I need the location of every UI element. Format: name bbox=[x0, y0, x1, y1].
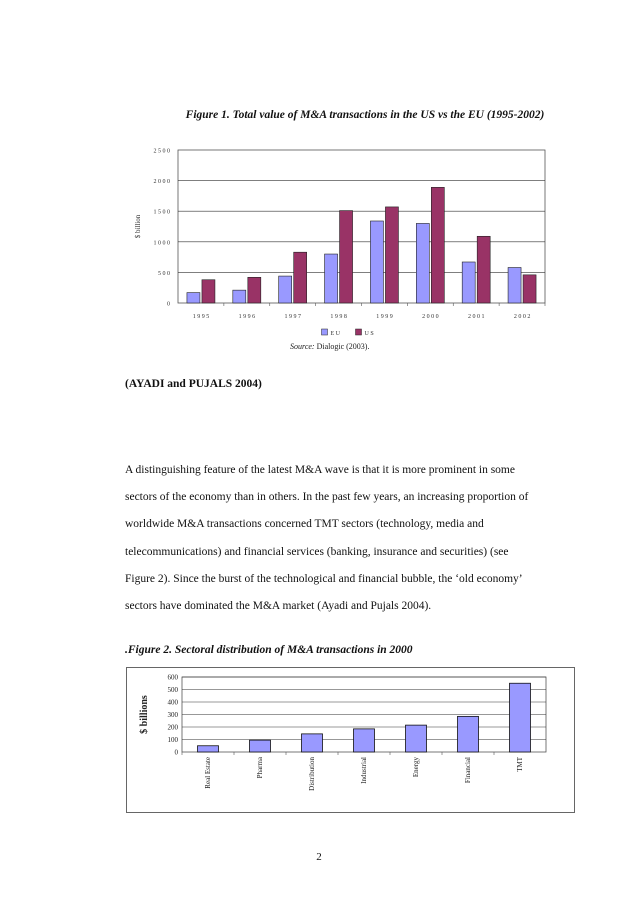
figure1-legend-label: U S bbox=[364, 331, 374, 337]
body-paragraph bbox=[125, 457, 575, 620]
figure2-ytick-label: 300 bbox=[167, 711, 178, 719]
figure1-ytick-label: 0 bbox=[167, 301, 170, 308]
figure2-bar bbox=[510, 683, 531, 752]
figure2-ytick-label: 0 bbox=[174, 748, 178, 757]
figure1-legend-swatch bbox=[356, 329, 362, 335]
figure2-xtick-label: Pharma bbox=[256, 757, 264, 779]
figure1-source bbox=[290, 342, 369, 351]
figure1-bar-us bbox=[431, 187, 444, 303]
citation: (AYADI and PUJALS 2004) bbox=[125, 378, 262, 390]
paragraph-line: A distinguishing feature of the latest M&A wave is that it is more prominent in some bbox=[125, 464, 515, 476]
figure1-bar-us bbox=[248, 277, 261, 303]
figure2-xtick-label: Distribution bbox=[308, 757, 316, 791]
figure1-bar-eu bbox=[279, 276, 292, 303]
figure1-source-text: Dialogic (2003). bbox=[314, 342, 370, 351]
figure2-ytick-label: 200 bbox=[167, 723, 178, 732]
figure2-xtick-label: Financial bbox=[464, 757, 472, 784]
figure1-ytick-label: 1 5 0 0 bbox=[153, 209, 170, 216]
figure1-bar-eu bbox=[187, 293, 200, 303]
figure1-legend-swatch bbox=[322, 329, 328, 335]
paragraph-line: sectors have dominated the M&A market (Ayadi and Pujals 2004). bbox=[125, 600, 432, 613]
figure1-ytick-label: 2 5 0 0 bbox=[153, 148, 170, 155]
figure2-bar bbox=[302, 734, 323, 752]
figure1-bar-eu bbox=[462, 262, 475, 303]
figure1-legend-label: E U bbox=[330, 331, 340, 337]
figure2-caption: .Figure 2. Sectoral distribution of M&A transactions in 2000 bbox=[125, 644, 413, 656]
figure1-bar-eu bbox=[233, 290, 246, 303]
figure2-ylabel: $ billions bbox=[139, 695, 150, 734]
paragraph-line: telecommunications) and financial services (banking, insurance and securities) (see bbox=[125, 545, 509, 558]
figure2-bar bbox=[354, 729, 375, 752]
paragraph-line: sectors of the economy than in others. In the past few years, an increasing proportion of bbox=[125, 491, 529, 504]
figure1-xtick-label: 1 9 9 9 bbox=[376, 314, 393, 320]
figure1-xtick-label: 1 9 9 7 bbox=[284, 314, 301, 320]
figure1-bar-us bbox=[385, 207, 398, 303]
figure1-bar-us bbox=[294, 252, 307, 303]
figure2-xtick-label: TMT bbox=[516, 757, 524, 772]
figure2-xtick-label: Real Estate bbox=[204, 757, 212, 789]
figure1-xtick-label: 2 0 0 0 bbox=[422, 314, 439, 320]
page-number: 2 bbox=[316, 851, 322, 863]
figure1-bar-us bbox=[202, 280, 215, 303]
figure1-chart bbox=[120, 138, 550, 360]
figure2-frame bbox=[126, 667, 575, 813]
figure1-xtick-label: 2 0 0 1 bbox=[467, 314, 485, 320]
figure1-bar-us bbox=[523, 275, 536, 303]
figure1-ylabel: $ billion bbox=[134, 214, 142, 239]
figure2-xtick-label: Energy bbox=[412, 757, 420, 778]
figure1-bar-eu bbox=[508, 268, 521, 303]
figure2-bar bbox=[406, 725, 427, 752]
figure1-ytick-label: 2 0 0 0 bbox=[153, 179, 170, 186]
figure1-source-label: Source: bbox=[290, 342, 315, 351]
figure1-xtick-label: 1 9 9 5 bbox=[192, 314, 210, 320]
paragraph-line: worldwide M&A transactions concerned TMT sectors (technology, media and bbox=[125, 518, 484, 531]
figure1-caption: Figure 1. Total value of M&A transactions in the US vs the EU (1995-2002) bbox=[185, 109, 545, 121]
figure2-bar bbox=[458, 716, 479, 752]
figure1-bar-eu bbox=[325, 254, 338, 303]
figure1-bar-eu bbox=[416, 223, 429, 303]
figure2-bar bbox=[250, 740, 271, 752]
figure2-ytick-label: 100 bbox=[167, 736, 178, 744]
figure2-xtick-label: Industrial bbox=[360, 757, 368, 784]
figure1-bar-us bbox=[477, 236, 490, 303]
figure1-xtick-label: 2 0 0 2 bbox=[513, 314, 531, 320]
paragraph-line: Figure 2). Since the burst of the technological and financial bubble, the ‘old economy’ bbox=[125, 572, 523, 585]
figure1-bar-us bbox=[340, 211, 353, 303]
figure2-bar bbox=[198, 746, 219, 752]
figure1-xtick-label: 1 9 9 8 bbox=[330, 314, 347, 320]
figure2-ytick-label: 500 bbox=[167, 686, 178, 694]
figure2-ytick-label: 400 bbox=[167, 698, 178, 707]
figure1-ytick-label: 5 0 0 bbox=[158, 270, 170, 277]
figure1-bar-eu bbox=[370, 221, 383, 303]
figure1-ytick-label: 1 0 0 0 bbox=[153, 240, 170, 247]
figure2-chart bbox=[127, 668, 574, 812]
figure2-ytick-label: 600 bbox=[167, 673, 178, 682]
figure1-xtick-label: 1 9 9 6 bbox=[238, 314, 256, 320]
